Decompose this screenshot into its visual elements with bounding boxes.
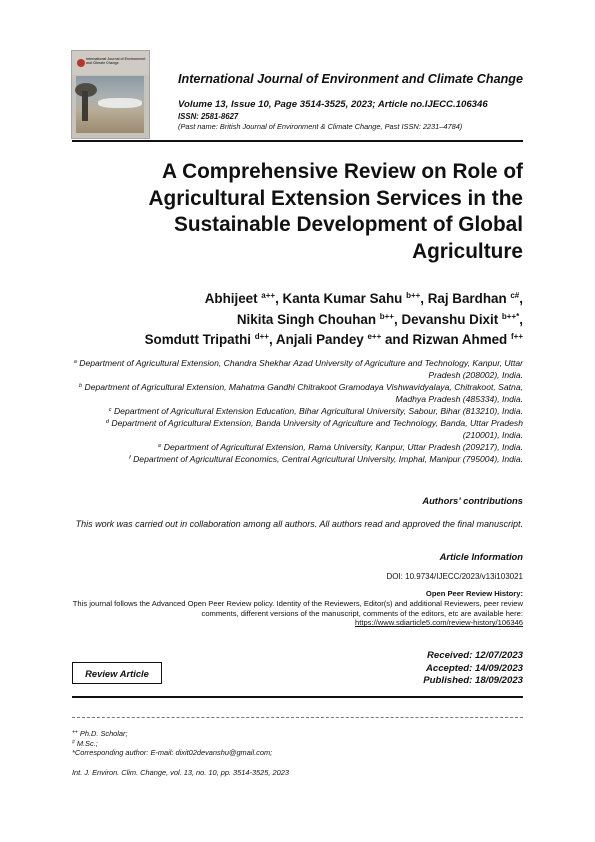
contributions-heading: Authors’ contributions: [422, 495, 523, 506]
author-affiliation-mark: b++: [406, 291, 421, 300]
author-name: Somdutt Tripathi: [144, 332, 251, 347]
affiliation: $^b$ Department of Agricultural Extension, Mahatma Gandhi Chitrakoot Gramodaya Vishwavidyalaya, Chitrakoot, Satna, Madhya Pradesh (485334), India.: [78, 382, 523, 404]
author-name: Rizwan Ahmed: [412, 332, 508, 347]
affiliations: [71, 357, 523, 465]
cover-title: International Journal of Environment and Climate Change: [86, 57, 146, 65]
header-rule: [72, 140, 523, 142]
author-name: Anjali Pandey: [275, 332, 364, 347]
issn: ISSN: 2581-8627: [178, 112, 239, 121]
accepted-date: Accepted: 14/09/2023: [425, 662, 523, 674]
volume-line: Volume 13, Issue 10, Page 3514-3525, 2023; Article no.IJECC.106346: [178, 99, 488, 110]
affiliation: $^c$ Department of Agricultural Extension Education, Bihar Agricultural University, Sabour, Bihar (813210), India.: [108, 406, 523, 416]
article-info-heading: Article Information: [439, 551, 523, 562]
author-affiliation-mark: e++: [367, 332, 382, 341]
author-name: Abhijeet: [204, 291, 258, 306]
author: [413, 332, 524, 347]
affiliation: $^f$ Department of Agricultural Economics, Central Agricultural University, Imphal, Manipur (795004), India.: [129, 454, 523, 464]
cover-photo-tree-trunk: [82, 91, 88, 121]
author: Nikita Singh Chouhan $^{b++}$,: [236, 311, 402, 327]
publication-dates: [423, 650, 523, 688]
author-name: Kanta Kumar Sahu: [282, 291, 403, 306]
peer-review-text: This journal follows the Advanced Open Peer Review policy. Identity of the Reviewers, Editor(s) and additional Reviewers, peer review comments, different versions of the manuscript, comments of the editors, etc are available here: https://www.sdiarticle5.com/review-history/106346: [72, 599, 523, 628]
author: Kanta Kumar Sahu $^{b++}$,: [282, 291, 428, 306]
journal-title: International Journal of Environment and Climate Change: [178, 72, 523, 86]
article-title: A Comprehensive Review on Role of Agricultural Extension Services in the Sustainable Development of Global Agriculture: [148, 160, 523, 263]
footnote: # M.Sc.;: [72, 738, 98, 748]
author: Raj Bardhan $^{c\#}$,: [427, 291, 523, 306]
author-list: [63, 289, 523, 351]
footnote: ++ Ph.D. Scholar;: [72, 729, 128, 738]
author-name: Nikita Singh Chouhan: [236, 311, 377, 327]
affiliation: $^e$ Department of Agricultural Extension, Rama University, Kanpur, Uttar Pradesh (209217), India.: [158, 442, 523, 452]
author-name: Raj Bardhan: [427, 291, 507, 306]
author-affiliation-mark: c#: [510, 291, 520, 300]
content-rule: [72, 696, 523, 698]
affiliation: $^a$ Department of Agricultural Extension, Chandra Shekhar Azad University of Agriculture and Technology, Kanpur, Uttar Pradesh (208002), India.: [73, 358, 523, 380]
article-type-badge: Review Article: [72, 662, 162, 684]
peer-review-link[interactable]: https://www.sdiarticle5.com/review-history/106346: [355, 618, 523, 628]
author: Anjali Pandey $^{e++}$ and: [275, 332, 413, 347]
author: Abhijeet $^{a++}$,: [204, 291, 283, 306]
author: Somdutt Tripathi $^{d++}$,: [144, 332, 276, 347]
past-name: (Past name: British Journal of Environment & Climate Change, Past ISSN: 2231–4784): [178, 122, 463, 131]
footnote: *Corresponding author: E-mail: dixit02devanshu@gmail.com;: [72, 748, 273, 758]
contributions-text: This work was carried out in collaboration among all authors. All authors read and approved the final manuscript.: [75, 519, 523, 529]
author: Devanshu Dixit $^{b++*}$,: [401, 311, 523, 327]
cover-photo-water: [98, 98, 142, 108]
peer-review-heading: Open Peer Review History:: [425, 589, 523, 598]
author-affiliation-mark: b++*: [501, 311, 520, 321]
doi: DOI: 10.9734/IJECC/2023/v13i103021: [386, 572, 523, 581]
received-date: Received: 12/07/2023: [426, 650, 523, 661]
author-affiliation-mark: d++: [254, 332, 269, 341]
published-date: Published: 18/09/2023: [423, 675, 523, 686]
affiliation: $^d$ Department of Agricultural Extension, Banda University of Agriculture and Technology, Banda, Uttar Pradesh (210001), India.: [105, 418, 523, 440]
author-affiliation-mark: a++: [261, 291, 276, 300]
author-affiliation-mark: b++: [379, 311, 394, 321]
author-affiliation-mark: f++: [510, 332, 523, 341]
footnotes: [72, 729, 272, 758]
journal-cover-image: [71, 50, 150, 139]
publisher-logo-icon: [77, 59, 85, 67]
footnote-separator: [72, 717, 523, 718]
citation-line: Int. J. Environ. Clim. Change, vol. 13, no. 10, pp. 3514-3525, 2023: [72, 768, 289, 777]
author-name: Devanshu Dixit: [401, 311, 499, 327]
